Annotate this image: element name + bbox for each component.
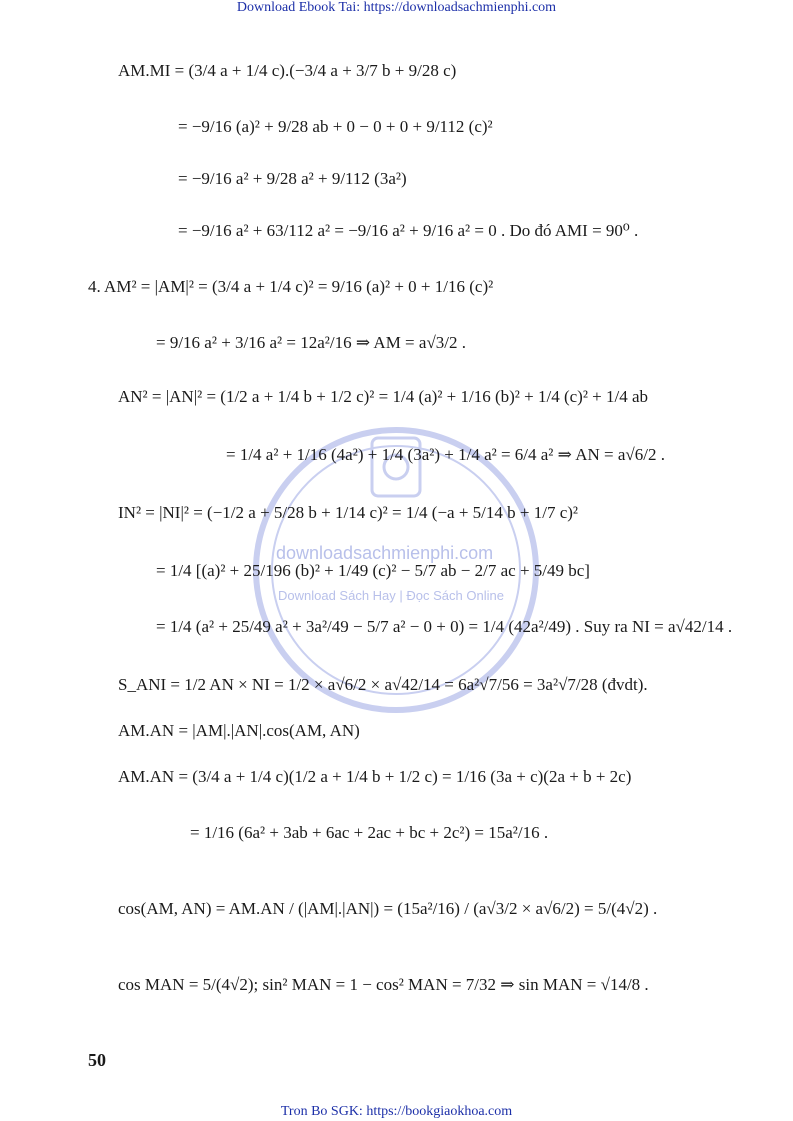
equation-line: IN² = |NI|² = (−1/2 a + 5/28 b + 1/14 c)² = 1/4 (−a + 5/14 b + 1/7 c)²: [118, 503, 579, 522]
equation-line: = −9/16 (a)² + 9/28 ab + 0 − 0 + 0 + 9/112 (c)²: [178, 117, 493, 136]
header-download-link[interactable]: Download Ebook Tai: https://downloadsachmienphi.com: [236, 0, 557, 15]
watermark-text: downloadsachmienphi.com: [276, 543, 494, 563]
page-number: 50: [88, 1050, 106, 1070]
equation-line: cos(AM, AN) = AM.AN / (|AM|.|AN|) = (15a²/16) / (a√3/2 × a√6/2) = 5/(4√2) .: [118, 899, 658, 918]
footer-link[interactable]: Tron Bo SGK: https://bookgiaokhoa.com: [280, 1104, 513, 1119]
equation-line: 4. AM² = |AM|² = (3/4 a + 1/4 c)² = 9/16 (a)² + 0 + 1/16 (c)²: [88, 277, 494, 296]
equation-line: = 1/4 a² + 1/16 (4a²) + 1/4 (3a²) + 1/4 a² = 6/4 a² ⇒ AN = a√6/2 .: [226, 445, 665, 464]
equation-line: = −9/16 a² + 9/28 a² + 9/112 (3a²): [178, 169, 407, 188]
equation-line: AN² = |AN|² = (1/2 a + 1/4 b + 1/2 c)² = 1/4 (a)² + 1/16 (b)² + 1/4 (c)² + 1/4 ab: [118, 387, 649, 406]
watermark-subtext: Download Sách Hay | Đọc Sách Online: [278, 588, 504, 603]
equation-line: = 1/16 (6a² + 3ab + 6ac + 2ac + bc + 2c²) = 15a²/16 .: [190, 823, 549, 842]
equation-line: = 1/4 [(a)² + 25/196 (b)² + 1/49 (c)² − 5/7 ab − 2/7 ac + 5/49 bc]: [156, 561, 590, 580]
equation-line: AM.AN = |AM|.|AN|.cos(AM, AN): [118, 721, 360, 740]
equation-line: AM.AN = (3/4 a + 1/4 c)(1/2 a + 1/4 b + 1/2 c) = 1/16 (3a + c)(2a + b + 2c): [118, 767, 632, 786]
equation-line: = −9/16 a² + 63/112 a² = −9/16 a² + 9/16 a² = 0 . Do đó AMI = 90⁰ .: [178, 221, 639, 240]
equation-line: S_ANI = 1/2 AN × NI = 1/2 × a√6/2 × a√42/14 = 6a²√7/56 = 3a²√7/28 (đvdt).: [118, 675, 648, 694]
equation-line: = 1/4 (a² + 25/49 a² + 3a²/49 − 5/7 a² − 0 + 0) = 1/4 (42a²/49) . Suy ra NI = a√42/14 .: [156, 617, 733, 636]
equation-line: AM.MI = (3/4 a + 1/4 c).(−3/4 a + 3/7 b + 9/28 c): [118, 61, 457, 80]
equation-line: = 9/16 a² + 3/16 a² = 12a²/16 ⇒ AM = a√3/2 .: [156, 333, 466, 352]
equation-line: cos MAN = 5/(4√2); sin² MAN = 1 − cos² MAN = 7/32 ⇒ sin MAN = √14/8 .: [118, 975, 649, 994]
